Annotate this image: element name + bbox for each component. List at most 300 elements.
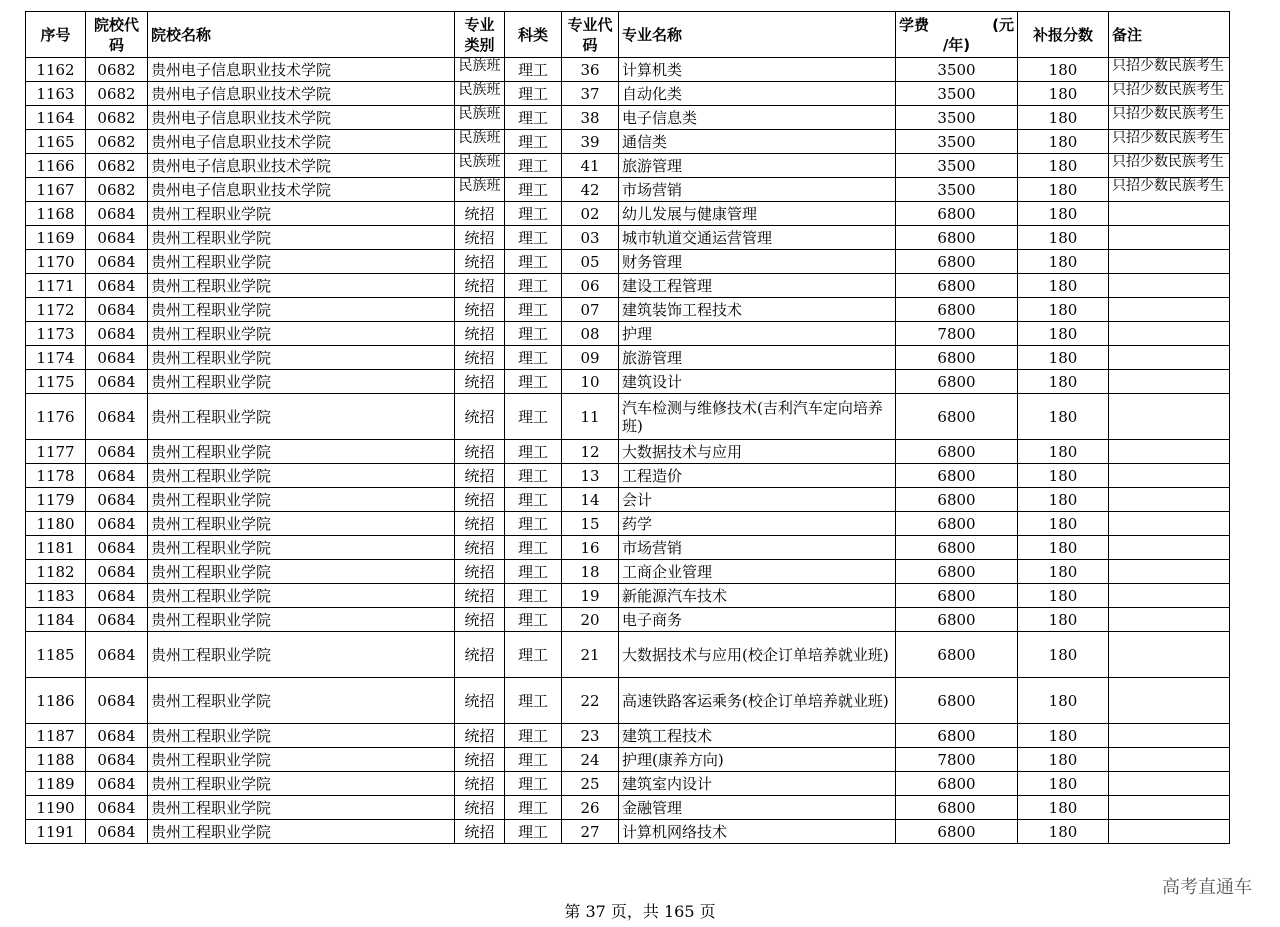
cell-fee: 6800	[896, 608, 1018, 632]
cell-school-name: 贵州工程职业学院	[148, 608, 455, 632]
cell-school-name: 贵州工程职业学院	[148, 536, 455, 560]
cell-score: 180	[1018, 298, 1109, 322]
cell-seq: 1183	[26, 584, 86, 608]
cell-school-code: 0684	[86, 748, 148, 772]
cell-fee: 6800	[896, 250, 1018, 274]
cell-note	[1109, 560, 1230, 584]
cell-score: 180	[1018, 178, 1109, 202]
cell-school-name: 贵州电子信息职业技术学院	[148, 58, 455, 82]
cell-subject: 理工	[505, 608, 562, 632]
cell-major-type	[455, 178, 505, 202]
cell-note	[1109, 724, 1230, 748]
cell-seq: 1179	[26, 488, 86, 512]
cell-major-type: 统招	[455, 464, 505, 488]
cell-score: 180	[1018, 322, 1109, 346]
cell-seq: 1178	[26, 464, 86, 488]
cell-major-type: 统招	[455, 560, 505, 584]
cell-major-code: 14	[562, 488, 619, 512]
cell-note	[1109, 632, 1230, 678]
cell-major-name: 药学	[619, 512, 896, 536]
cell-major-name: 幼儿发展与健康管理	[619, 202, 896, 226]
cell-note	[1109, 130, 1230, 154]
cell-school-name: 贵州工程职业学院	[148, 464, 455, 488]
table-row	[26, 178, 1230, 202]
header-school-name: 院校名称	[148, 12, 455, 58]
cell-major-type	[455, 58, 505, 82]
cell-major-code: 13	[562, 464, 619, 488]
cell-score: 180	[1018, 512, 1109, 536]
cell-major-type: 统招	[455, 202, 505, 226]
cell-major-type: 统招	[455, 440, 505, 464]
cell-subject: 理工	[505, 440, 562, 464]
cell-fee: 6800	[896, 274, 1018, 298]
cell-school-name: 贵州工程职业学院	[148, 632, 455, 678]
cell-score: 180	[1018, 820, 1109, 844]
cell-major-name: 自动化类	[619, 82, 896, 106]
cell-major-code: 07	[562, 298, 619, 322]
cell-score: 180	[1018, 274, 1109, 298]
cell-subject: 理工	[505, 394, 562, 440]
cell-note	[1109, 274, 1230, 298]
cell-major-code: 09	[562, 346, 619, 370]
cell-major-type: 统招	[455, 322, 505, 346]
cell-school-code: 0684	[86, 796, 148, 820]
cell-school-name: 贵州工程职业学院	[148, 298, 455, 322]
cell-major-type: 统招	[455, 632, 505, 678]
cell-seq: 1177	[26, 440, 86, 464]
watermark-text: 高考直通车	[1162, 877, 1252, 898]
table-row	[26, 488, 1230, 512]
cell-fee: 7800	[896, 748, 1018, 772]
cell-major-code: 26	[562, 796, 619, 820]
cell-major-type: 统招	[455, 748, 505, 772]
table-row	[26, 512, 1230, 536]
cell-major-name: 旅游管理	[619, 346, 896, 370]
table-row	[26, 346, 1230, 370]
table-row	[26, 130, 1230, 154]
cell-major-name: 市场营销	[619, 536, 896, 560]
cell-note	[1109, 464, 1230, 488]
cell-major-code: 24	[562, 748, 619, 772]
cell-seq: 1180	[26, 512, 86, 536]
cell-note	[1109, 322, 1230, 346]
cell-seq: 1185	[26, 632, 86, 678]
cell-school-code: 0684	[86, 346, 148, 370]
cell-note	[1109, 250, 1230, 274]
cell-score: 180	[1018, 370, 1109, 394]
cell-subject: 理工	[505, 346, 562, 370]
cell-score: 180	[1018, 772, 1109, 796]
cell-school-code: 0684	[86, 608, 148, 632]
cell-major-code: 39	[562, 130, 619, 154]
cell-score: 180	[1018, 202, 1109, 226]
cell-school-code: 0684	[86, 226, 148, 250]
cell-subject: 理工	[505, 130, 562, 154]
cell-school-code: 0684	[86, 394, 148, 440]
cell-school-code: 0684	[86, 274, 148, 298]
cell-major-code: 11	[562, 394, 619, 440]
table-row	[26, 250, 1230, 274]
cell-school-code: 0684	[86, 772, 148, 796]
cell-score: 180	[1018, 724, 1109, 748]
cell-school-code: 0682	[86, 130, 148, 154]
cell-school-name: 贵州工程职业学院	[148, 226, 455, 250]
cell-school-code: 0682	[86, 106, 148, 130]
cell-major-code: 08	[562, 322, 619, 346]
cell-score: 180	[1018, 440, 1109, 464]
header-seq: 序号	[26, 12, 86, 58]
cell-major-code: 36	[562, 58, 619, 82]
cell-school-name: 贵州工程职业学院	[148, 748, 455, 772]
cell-note-text: 只招少数民族考生	[1112, 81, 1224, 98]
cell-seq: 1190	[26, 796, 86, 820]
cell-subject: 理工	[505, 370, 562, 394]
cell-score: 180	[1018, 748, 1109, 772]
cell-major-name: 电子商务	[619, 608, 896, 632]
cell-fee: 7800	[896, 322, 1018, 346]
cell-school-code: 0684	[86, 488, 148, 512]
table-row	[26, 724, 1230, 748]
cell-seq: 1169	[26, 226, 86, 250]
cell-subject: 理工	[505, 250, 562, 274]
cell-major-type: 统招	[455, 536, 505, 560]
cell-major-name: 计算机类	[619, 58, 896, 82]
cell-school-name: 贵州工程职业学院	[148, 274, 455, 298]
cell-school-name: 贵州电子信息职业技术学院	[148, 178, 455, 202]
cell-major-type-text: 民族班	[458, 57, 501, 74]
cell-school-name: 贵州工程职业学院	[148, 250, 455, 274]
cell-note	[1109, 58, 1230, 82]
cell-fee: 6800	[896, 678, 1018, 724]
cell-school-code: 0684	[86, 250, 148, 274]
cell-school-name: 贵州工程职业学院	[148, 820, 455, 844]
cell-note	[1109, 298, 1230, 322]
cell-school-code: 0684	[86, 298, 148, 322]
cell-school-code: 0684	[86, 202, 148, 226]
cell-fee: 3500	[896, 154, 1018, 178]
cell-school-name: 贵州工程职业学院	[148, 370, 455, 394]
cell-major-type: 统招	[455, 298, 505, 322]
cell-major-type: 统招	[455, 678, 505, 724]
cell-major-type	[455, 154, 505, 178]
cell-subject: 理工	[505, 106, 562, 130]
cell-major-type: 统招	[455, 226, 505, 250]
cell-major-name: 通信类	[619, 130, 896, 154]
cell-major-type: 统招	[455, 796, 505, 820]
cell-school-name: 贵州工程职业学院	[148, 322, 455, 346]
cell-major-name: 护理	[619, 322, 896, 346]
cell-school-code: 0684	[86, 440, 148, 464]
cell-seq: 1189	[26, 772, 86, 796]
cell-note-text: 只招少数民族考生	[1112, 129, 1224, 146]
cell-major-type	[455, 130, 505, 154]
cell-school-code: 0684	[86, 724, 148, 748]
cell-note	[1109, 154, 1230, 178]
cell-note	[1109, 678, 1230, 724]
cell-seq: 1176	[26, 394, 86, 440]
header-fee-unit-close: /年)	[942, 35, 971, 54]
cell-school-code: 0684	[86, 560, 148, 584]
cell-major-code: 10	[562, 370, 619, 394]
cell-school-name: 贵州工程职业学院	[148, 678, 455, 724]
table-row	[26, 58, 1230, 82]
cell-seq: 1164	[26, 106, 86, 130]
cell-note	[1109, 346, 1230, 370]
table-row	[26, 796, 1230, 820]
cell-school-name: 贵州工程职业学院	[148, 560, 455, 584]
table-header-row	[26, 12, 1230, 58]
cell-major-code: 05	[562, 250, 619, 274]
cell-score: 180	[1018, 632, 1109, 678]
cell-subject: 理工	[505, 772, 562, 796]
cell-major-type: 统招	[455, 394, 505, 440]
cell-school-code: 0682	[86, 154, 148, 178]
cell-note-text: 只招少数民族考生	[1112, 153, 1224, 170]
cell-major-code: 03	[562, 226, 619, 250]
cell-school-name: 贵州工程职业学院	[148, 512, 455, 536]
table-body	[26, 58, 1230, 844]
cell-major-name: 市场营销	[619, 178, 896, 202]
cell-school-name: 贵州电子信息职业技术学院	[148, 82, 455, 106]
cell-subject: 理工	[505, 584, 562, 608]
cell-note	[1109, 202, 1230, 226]
cell-major-code: 20	[562, 608, 619, 632]
cell-school-name: 贵州工程职业学院	[148, 724, 455, 748]
header-major-name: 专业名称	[619, 12, 896, 58]
cell-note	[1109, 394, 1230, 440]
table-row	[26, 820, 1230, 844]
cell-fee: 3500	[896, 106, 1018, 130]
cell-school-name: 贵州工程职业学院	[148, 772, 455, 796]
cell-score: 180	[1018, 488, 1109, 512]
cell-school-name: 贵州电子信息职业技术学院	[148, 154, 455, 178]
cell-fee: 6800	[896, 632, 1018, 678]
cell-seq: 1184	[26, 608, 86, 632]
cell-major-type: 统招	[455, 488, 505, 512]
table-row	[26, 584, 1230, 608]
cell-fee: 6800	[896, 226, 1018, 250]
cell-seq: 1168	[26, 202, 86, 226]
cell-major-code: 37	[562, 82, 619, 106]
cell-school-name: 贵州工程职业学院	[148, 346, 455, 370]
table-row	[26, 440, 1230, 464]
table-row	[26, 298, 1230, 322]
cell-major-type-text: 民族班	[458, 177, 501, 194]
cell-subject: 理工	[505, 820, 562, 844]
cell-major-code: 22	[562, 678, 619, 724]
table-row	[26, 154, 1230, 178]
cell-school-name: 贵州电子信息职业技术学院	[148, 130, 455, 154]
cell-major-code: 38	[562, 106, 619, 130]
header-major-code: 专业代码	[562, 12, 619, 58]
cell-school-code: 0684	[86, 678, 148, 724]
cell-note	[1109, 178, 1230, 202]
cell-subject: 理工	[505, 464, 562, 488]
cell-school-code: 0684	[86, 536, 148, 560]
cell-major-type	[455, 106, 505, 130]
cell-fee: 6800	[896, 440, 1018, 464]
cell-score: 180	[1018, 250, 1109, 274]
cell-note	[1109, 82, 1230, 106]
cell-fee: 3500	[896, 82, 1018, 106]
cell-note-text: 只招少数民族考生	[1112, 177, 1224, 194]
cell-major-name: 建筑设计	[619, 370, 896, 394]
cell-score: 180	[1018, 464, 1109, 488]
cell-seq: 1167	[26, 178, 86, 202]
cell-school-name: 贵州工程职业学院	[148, 796, 455, 820]
cell-score: 180	[1018, 536, 1109, 560]
cell-school-code: 0682	[86, 82, 148, 106]
cell-major-name: 护理(康养方向)	[619, 748, 896, 772]
table-row	[26, 322, 1230, 346]
table-row	[26, 748, 1230, 772]
cell-note	[1109, 584, 1230, 608]
cell-school-code: 0684	[86, 632, 148, 678]
cell-seq: 1182	[26, 560, 86, 584]
cell-note	[1109, 370, 1230, 394]
cell-note	[1109, 820, 1230, 844]
cell-fee: 6800	[896, 394, 1018, 440]
cell-note	[1109, 796, 1230, 820]
cell-score: 180	[1018, 584, 1109, 608]
cell-seq: 1165	[26, 130, 86, 154]
cell-fee: 6800	[896, 820, 1018, 844]
cell-subject: 理工	[505, 322, 562, 346]
cell-major-type: 统招	[455, 512, 505, 536]
cell-major-name: 高速铁路客运乘务(校企订单培养就业班)	[619, 678, 896, 724]
cell-major-code: 21	[562, 632, 619, 678]
cell-major-code: 02	[562, 202, 619, 226]
cell-note	[1109, 748, 1230, 772]
cell-major-code: 18	[562, 560, 619, 584]
cell-subject: 理工	[505, 82, 562, 106]
cell-subject: 理工	[505, 748, 562, 772]
cell-seq: 1186	[26, 678, 86, 724]
header-fee-label: 学费	[899, 15, 930, 34]
cell-seq: 1170	[26, 250, 86, 274]
cell-major-type: 统招	[455, 250, 505, 274]
cell-major-name: 建筑装饰工程技术	[619, 298, 896, 322]
cell-score: 180	[1018, 82, 1109, 106]
cell-subject: 理工	[505, 488, 562, 512]
cell-seq: 1191	[26, 820, 86, 844]
cell-school-code: 0684	[86, 584, 148, 608]
cell-score: 180	[1018, 154, 1109, 178]
header-school-code: 院校代码	[86, 12, 148, 58]
cell-school-name: 贵州工程职业学院	[148, 202, 455, 226]
cell-fee: 6800	[896, 796, 1018, 820]
cell-major-name: 大数据技术与应用(校企订单培养就业班)	[619, 632, 896, 678]
cell-major-name: 建筑室内设计	[619, 772, 896, 796]
cell-school-code: 0684	[86, 820, 148, 844]
cell-score: 180	[1018, 678, 1109, 724]
cell-fee: 6800	[896, 536, 1018, 560]
table-row	[26, 82, 1230, 106]
cell-major-type-text: 民族班	[458, 129, 501, 146]
table-row	[26, 608, 1230, 632]
cell-note	[1109, 772, 1230, 796]
cell-score: 180	[1018, 796, 1109, 820]
cell-seq: 1188	[26, 748, 86, 772]
cell-fee: 6800	[896, 202, 1018, 226]
cell-major-code: 42	[562, 178, 619, 202]
cell-major-type-text: 民族班	[458, 153, 501, 170]
cell-subject: 理工	[505, 58, 562, 82]
cell-subject: 理工	[505, 154, 562, 178]
cell-major-type: 统招	[455, 724, 505, 748]
cell-seq: 1175	[26, 370, 86, 394]
cell-major-code: 19	[562, 584, 619, 608]
cell-school-code: 0682	[86, 178, 148, 202]
table-row	[26, 394, 1230, 440]
table-row	[26, 536, 1230, 560]
cell-score: 180	[1018, 58, 1109, 82]
cell-note	[1109, 440, 1230, 464]
cell-major-type: 统招	[455, 274, 505, 298]
table-row	[26, 464, 1230, 488]
cell-seq: 1181	[26, 536, 86, 560]
cell-school-name: 贵州电子信息职业技术学院	[148, 106, 455, 130]
cell-school-code: 0684	[86, 322, 148, 346]
table-row	[26, 106, 1230, 130]
cell-major-type-text: 民族班	[458, 105, 501, 122]
table-row	[26, 772, 1230, 796]
cell-major-name: 电子信息类	[619, 106, 896, 130]
header-subject: 科类	[505, 12, 562, 58]
cell-school-code: 0682	[86, 58, 148, 82]
cell-score: 180	[1018, 346, 1109, 370]
table-row	[26, 226, 1230, 250]
cell-major-code: 12	[562, 440, 619, 464]
cell-fee: 3500	[896, 130, 1018, 154]
cell-major-code: 16	[562, 536, 619, 560]
cell-seq: 1163	[26, 82, 86, 106]
cell-school-code: 0684	[86, 512, 148, 536]
cell-major-name: 汽车检测与维修技术(吉利汽车定向培养班)	[619, 394, 896, 440]
cell-subject: 理工	[505, 724, 562, 748]
cell-subject: 理工	[505, 512, 562, 536]
cell-note	[1109, 608, 1230, 632]
cell-fee: 3500	[896, 58, 1018, 82]
table-row	[26, 560, 1230, 584]
cell-major-name: 会计	[619, 488, 896, 512]
cell-major-code: 15	[562, 512, 619, 536]
cell-seq: 1162	[26, 58, 86, 82]
cell-major-name: 大数据技术与应用	[619, 440, 896, 464]
cell-seq: 1171	[26, 274, 86, 298]
cell-school-name: 贵州工程职业学院	[148, 584, 455, 608]
cell-seq: 1172	[26, 298, 86, 322]
cell-major-name: 旅游管理	[619, 154, 896, 178]
cell-major-code: 25	[562, 772, 619, 796]
table-row	[26, 202, 1230, 226]
cell-school-code: 0684	[86, 370, 148, 394]
table-row	[26, 678, 1230, 724]
cell-subject: 理工	[505, 536, 562, 560]
cell-fee: 6800	[896, 464, 1018, 488]
cell-subject: 理工	[505, 560, 562, 584]
cell-major-type: 统招	[455, 772, 505, 796]
cell-score: 180	[1018, 608, 1109, 632]
cell-fee: 6800	[896, 512, 1018, 536]
cell-major-name: 工商企业管理	[619, 560, 896, 584]
cell-major-name: 计算机网络技术	[619, 820, 896, 844]
cell-subject: 理工	[505, 632, 562, 678]
cell-seq: 1166	[26, 154, 86, 178]
cell-score: 180	[1018, 106, 1109, 130]
cell-subject: 理工	[505, 202, 562, 226]
cell-major-code: 06	[562, 274, 619, 298]
